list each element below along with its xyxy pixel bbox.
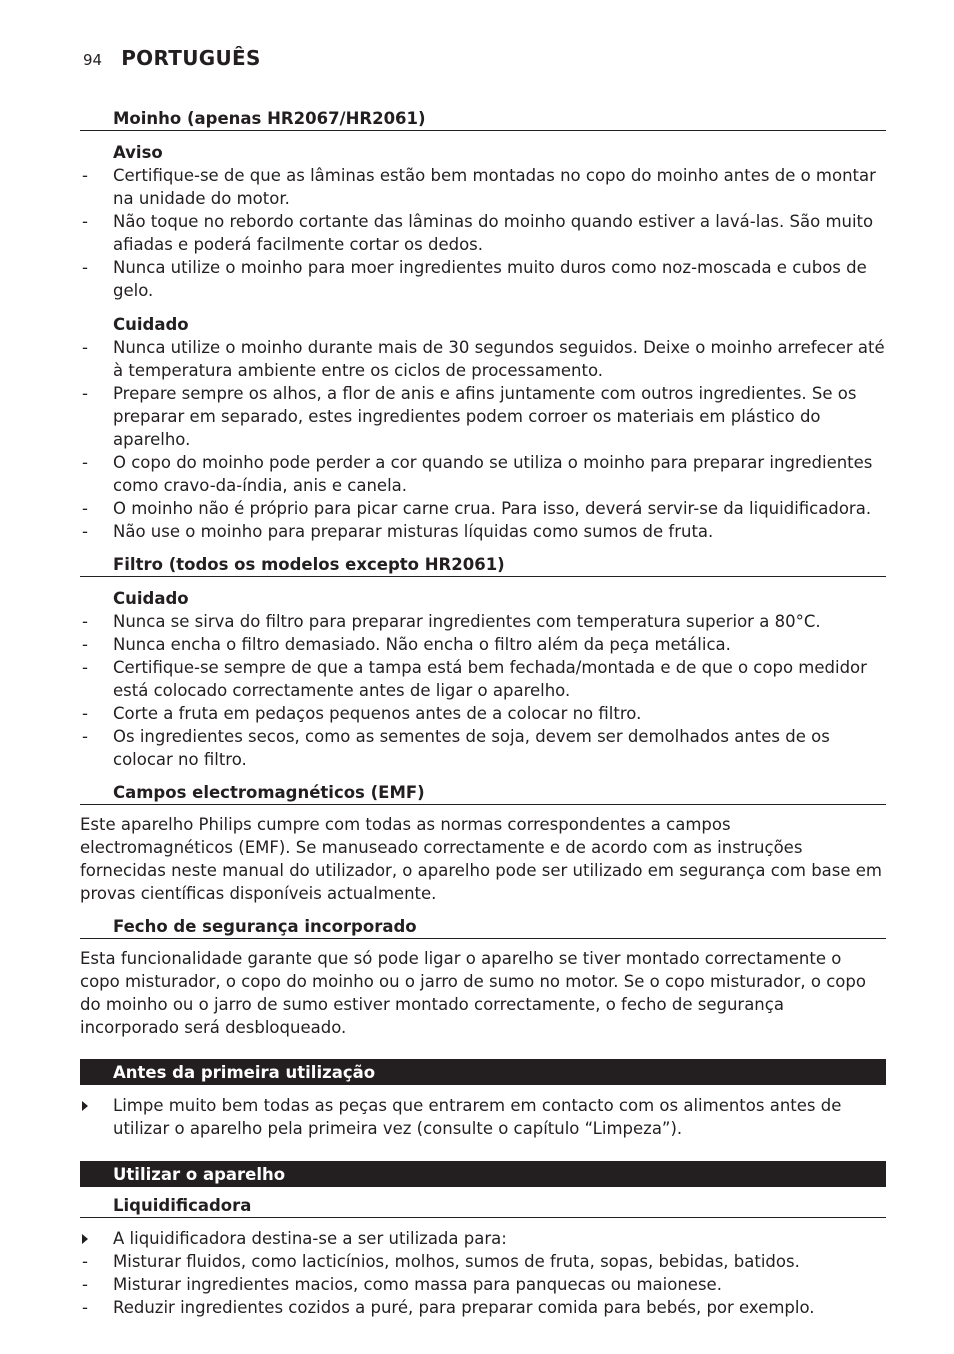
triangle-bullet-icon: [82, 1234, 88, 1244]
list-item: - Prepare sempre os alhos, a flor de anis e afins juntamente com outros ingredientes. Se os preparar em separado, estes ingredientes podem corroer os materiais em plástico do aparelho.: [82, 384, 857, 449]
dash-marker: -: [82, 727, 88, 746]
list-item: - Nunca encha o filtro demasiado. Não encha o filtro além da peça metálica.: [82, 635, 731, 654]
dash-marker: -: [82, 338, 88, 357]
page-header: [83, 46, 261, 74]
dash-marker: -: [82, 1252, 88, 1271]
triangle-bullet-icon: [82, 1101, 88, 1111]
list-item: - Nunca se sirva do filtro para preparar ingredientes com temperatura superior a 80°C.: [82, 612, 821, 631]
dash-marker: -: [82, 453, 88, 472]
aviso-label: Aviso: [113, 143, 163, 162]
dash-marker: -: [82, 1275, 88, 1294]
dash-marker: -: [82, 166, 88, 185]
dash-marker: -: [82, 635, 88, 654]
section-bar-utilizar: Utilizar o aparelho: [80, 1161, 886, 1187]
page-content: [80, 107, 886, 1319]
section-heading-moinho: Moinho (apenas HR2067/HR2061): [80, 107, 886, 131]
list-item: - Misturar ingredientes macios, como massa para panquecas ou maionese.: [82, 1275, 722, 1294]
dash-marker: -: [82, 499, 88, 518]
section-heading-filtro: Filtro (todos os modelos excepto HR2061): [80, 553, 886, 577]
list-item: - Misturar fluidos, como lacticínios, molhos, sumos de fruta, sopas, bebidas, batidos.: [82, 1252, 800, 1271]
dash-marker: -: [82, 212, 88, 231]
list-item: - Nunca utilize o moinho durante mais de 30 segundos seguidos. Deixe o moinho arrefecer até à temperatura ambiente entre os ciclos de processamento.: [82, 338, 885, 380]
emf-paragraph: Este aparelho Philips cumpre com todas as normas correspondentes a campos electromagnéticos (EMF). Se manuseado correctamente e de acordo com as instruções fornecidas neste manual do utilizador, o aparelho pode ser utilizado em segurança com base em provas científicas disponíveis actualmente.: [80, 815, 882, 903]
list-item: - O copo do moinho pode perder a cor quando se utiliza o moinho para preparar ingredientes como cravo-da-índia, anis e canela.: [82, 453, 873, 495]
cuidado-label: Cuidado: [113, 589, 189, 608]
step-item: Limpe muito bem todas as peças que entrarem em contacto com os alimentos antes de utilizar o aparelho pela primeira vez (consulte o capítulo “Limpeza”).: [80, 1094, 886, 1140]
list-item: - Nunca utilize o moinho para moer ingredientes muito duros como noz-moscada e cubos de gelo.: [82, 258, 867, 300]
list-item: - Não use o moinho para preparar misturas líquidas como sumos de fruta.: [82, 522, 714, 541]
cuidado-label: Cuidado: [113, 315, 189, 334]
dash-marker: -: [82, 1298, 88, 1317]
dash-marker: -: [82, 658, 88, 677]
list-item: - Corte a fruta em pedaços pequenos antes de a colocar no filtro.: [82, 704, 642, 723]
list-item: - Não toque no rebordo cortante das lâminas do moinho quando estiver a lavá-las. São muito afiadas e poderá facilmente cortar os dedos.: [82, 212, 874, 254]
list-item: - Certifique-se de que as lâminas estão bem montadas no copo do moinho antes de o montar na unidade do motor.: [82, 166, 876, 208]
list-item: - O moinho não é próprio para picar carne crua. Para isso, deverá servir-se da liquidificadora.: [82, 499, 872, 518]
fecho-paragraph: Esta funcionalidade garante que só pode ligar o aparelho se tiver montado correctamente o copo misturador, o copo do moinho ou o jarro de sumo no motor. Se o copo misturador, o copo do moinho ou o jarro de sumo estiver montado correctamente, o fecho de segurança incorporado será desbloqueado.: [80, 949, 866, 1037]
list-item: - Os ingredientes secos, como as sementes de soja, devem ser demolhados antes de os colocar no filtro.: [82, 727, 830, 769]
page-number: 94: [83, 51, 103, 69]
dash-marker: -: [82, 258, 88, 277]
section-bar-antes: Antes da primeira utilização: [80, 1059, 886, 1085]
dash-marker: -: [82, 704, 88, 723]
sub-heading-liquidificadora: Liquidificadora: [80, 1194, 886, 1218]
list-item: - Certifique-se sempre de que a tampa está bem fechada/montada e de que o copo medidor está colocado correctamente antes de ligar o aparelho.: [82, 658, 867, 700]
language-title: PORTUGUÊS: [121, 46, 261, 70]
section-heading-fecho: Fecho de segurança incorporado: [80, 915, 886, 939]
dash-marker: -: [82, 612, 88, 631]
section-heading-emf: Campos electromagnéticos (EMF): [80, 781, 886, 805]
dash-marker: -: [82, 522, 88, 541]
step-item: A liquidificadora destina-se a ser utilizada para:: [80, 1227, 886, 1250]
dash-marker: -: [82, 384, 88, 403]
list-item: - Reduzir ingredientes cozidos a puré, para preparar comida para bebés, por exemplo.: [82, 1298, 815, 1317]
